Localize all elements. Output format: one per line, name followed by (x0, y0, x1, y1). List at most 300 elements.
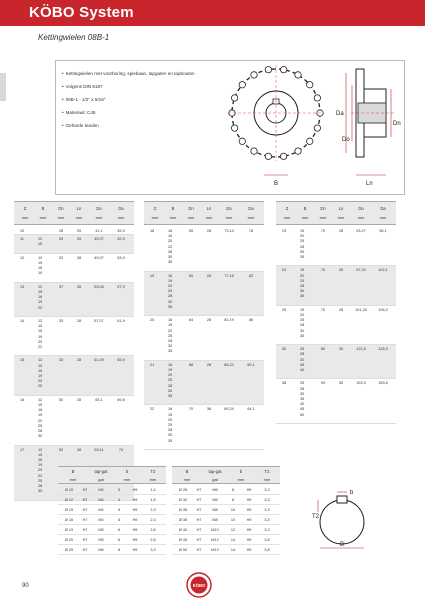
sprocket-tooth (295, 72, 301, 78)
small-column-header: T2 (264, 469, 270, 474)
column-unit: mm (117, 215, 125, 220)
column-header: Ln (206, 206, 212, 211)
small-table-cell: M4 (98, 498, 104, 502)
table-cell: 106,2 (378, 307, 388, 312)
small-table-cell: Ø 20 (64, 538, 74, 542)
small-table-cell: 8 (231, 498, 235, 502)
table-cell: 61,9 (117, 319, 125, 323)
small-table-cell: H7 (196, 488, 202, 492)
small-column-header: b (239, 469, 243, 474)
column-header: Ln (76, 206, 82, 211)
small-table-cell: 8 (231, 488, 235, 492)
sprocket-tooth (265, 66, 271, 72)
dim-ln-label: Ln (366, 181, 373, 187)
z-values: 24 (282, 268, 287, 273)
small-table-cell: 3,3 (264, 518, 270, 522)
small-table-cell: M8 (212, 518, 218, 522)
sprocket-tooth (295, 148, 301, 154)
small-table-cell: M6 (212, 488, 218, 492)
table-cell: 61,09 (94, 358, 104, 363)
table-cell: 38 (206, 407, 212, 412)
small-table-cell: Ø 16 (64, 518, 74, 522)
small-table-cell: Ø 38 (178, 518, 188, 522)
small-column-unit: mm (69, 477, 77, 482)
small-table-cell: H9 (132, 548, 138, 552)
column-header: Ln (338, 206, 344, 211)
small-table-cell: 3,3 (150, 548, 156, 552)
table-row (144, 272, 264, 317)
sprocket-tooth (265, 153, 271, 159)
table-cell: 74 (118, 447, 124, 452)
table-cell: 70 (188, 407, 194, 412)
small-table-cell: M5 (98, 528, 104, 532)
small-table-cell: M6 (212, 498, 218, 502)
table-row (276, 266, 396, 305)
small-table-cell: 3,3 (264, 488, 270, 492)
column-unit: mm (225, 215, 233, 220)
small-table-cell: H7 (82, 548, 88, 552)
small-table-cell: Ø 19 (64, 528, 74, 532)
sprocket-side-view (351, 69, 394, 157)
bore-values: 19 20 25 28 30 35 (300, 229, 305, 260)
small-table-cell: Ø 40 (178, 528, 188, 532)
bore-values: 12 15 (38, 237, 43, 247)
sprocket-front-view (228, 65, 324, 161)
table-cell: 35 (338, 381, 344, 386)
page-number: 90 (22, 583, 29, 589)
table-cell: 29 (58, 237, 64, 242)
small-column-unit: mm (149, 477, 157, 482)
bore-values: 12 15 16 19 20 22 (38, 319, 43, 350)
z-values: 25 (282, 307, 287, 312)
small-table-cell: H9 (246, 498, 252, 502)
column-header: B (41, 206, 45, 211)
small-table-cell: H7 (196, 508, 202, 512)
table-row (14, 254, 134, 283)
column-unit: mm (379, 215, 387, 220)
small-table-cell: M12 (211, 538, 219, 542)
small-table-cell: Ø 15 (64, 508, 74, 512)
small-table-cell: M6 (98, 548, 104, 552)
z-values: 38 (282, 381, 287, 386)
table-cell: 70 (320, 268, 326, 273)
table-cell: 28 (206, 229, 212, 233)
small-table-cell: 8 (117, 548, 121, 552)
small-table-cell: 14 (230, 538, 236, 542)
small-table-cell: H7 (196, 518, 202, 522)
small-table-row (58, 486, 166, 495)
table-cell: 153,9 (356, 381, 366, 386)
table-cell: 57,07 (94, 319, 104, 323)
bore-values: 16 19 20 25 28 30 35 (168, 407, 173, 443)
small-column-header: tap-gat (208, 469, 222, 474)
column-header: Da (248, 206, 254, 211)
side-tab-marker (0, 73, 6, 101)
table-cell: 64 (188, 318, 194, 323)
small-table-cell: H7 (82, 538, 88, 542)
table-cell: 73,14 (224, 229, 234, 233)
small-table-row (58, 546, 166, 555)
small-table-cell: 12 (230, 528, 236, 532)
small-table-cell: H9 (246, 488, 252, 492)
small-table-cell: H7 (82, 498, 88, 502)
table-cell: 93,27 (356, 229, 366, 233)
small-column-unit: mm (123, 477, 131, 482)
table-cell: 60 (188, 273, 194, 278)
table-cell: 77,16 (224, 273, 234, 278)
column-unit: mm (205, 215, 213, 220)
table-cell: 97,29 (356, 268, 366, 273)
table-cell: 53,06 (94, 284, 104, 289)
table-cell: 69,8 (117, 397, 125, 402)
table-cell: 82 (248, 273, 254, 278)
small-table-cell: Ø 35 (178, 508, 188, 512)
z-values: 10 (20, 229, 25, 233)
small-column-header: B (71, 469, 75, 474)
bore-values: 12 15 16 19 20 25 28 30 (38, 397, 43, 439)
column-unit: mm (21, 215, 29, 220)
small-table-cell: 3,3 (264, 528, 270, 532)
z-values: 17 (20, 447, 25, 452)
small-table-cell: 2,8 (150, 538, 156, 542)
table-cell: 85,22 (224, 362, 234, 367)
small-table-row (58, 526, 166, 535)
bore-values: 16 19 20 25 28 30 35 (168, 273, 173, 309)
column-header: Do (358, 206, 364, 211)
small-table-cell: 5 (117, 508, 121, 512)
table-cell: 28 (338, 229, 344, 233)
small-table-cell: H7 (82, 518, 88, 522)
table-row (14, 356, 134, 395)
dim-da-label: Da (336, 111, 344, 117)
small-table-header (58, 466, 166, 484)
small-table-header (172, 466, 280, 484)
small-table-cell: 14 (230, 548, 236, 552)
column-unit: mm (169, 215, 177, 220)
feature-item: • Volgens DIN 8187 (62, 84, 212, 90)
small-column-header: tap-gat (94, 469, 108, 474)
small-table-cell: H7 (82, 508, 88, 512)
small-table-cell: 2,3 (150, 518, 156, 522)
table-row (276, 306, 396, 345)
small-table-cell: Ø 28 (178, 488, 188, 492)
table-cell: 33 (58, 358, 64, 363)
page-title: KÖBO System (29, 4, 134, 21)
small-table-cell: 1,4 (150, 488, 156, 492)
small-column-unit: mm (237, 477, 245, 482)
column-unit: mm (187, 215, 195, 220)
table-cell: 28 (76, 255, 82, 260)
small-table-cell: H7 (196, 548, 202, 552)
column-header: B (171, 206, 175, 211)
column-unit: mm (319, 215, 327, 220)
table-cell: 57,9 (117, 284, 125, 289)
sprocket-tooth (307, 82, 313, 88)
small-table-cell: 5 (117, 518, 121, 522)
z-values: 20 (150, 318, 155, 323)
table-cell: 28 (76, 284, 82, 289)
table-header (276, 201, 396, 225)
bore-values: 25 28 30 35 40 45 50 (300, 381, 305, 417)
column-header: Da (118, 206, 124, 211)
column-header: Dn (58, 206, 64, 211)
table-cell: 90 (320, 381, 326, 386)
sprocket-drawing (196, 63, 406, 193)
z-values: 11 (20, 237, 24, 242)
small-table-cell: 6 (117, 538, 121, 542)
table-cell: 28 (338, 307, 344, 312)
table-cell: 159,6 (378, 381, 388, 386)
column-unit: mm (301, 215, 309, 220)
sprocket-tooth (280, 66, 286, 72)
table-row (276, 379, 396, 424)
bore-values: 12 15 16 19 (38, 255, 43, 276)
table-header (144, 201, 264, 225)
dim-b-label: B (274, 181, 279, 187)
small-column-unit: mm (263, 477, 271, 482)
small-table-row (58, 506, 166, 515)
small-table-cell: H9 (246, 548, 252, 552)
table-cell: 70 (320, 229, 326, 233)
column-unit: mm (357, 215, 365, 220)
sprocket-tooth (231, 95, 237, 101)
sprocket-tooth (280, 153, 286, 159)
table-cell: 28 (206, 318, 212, 323)
table-cell: 41,1 (95, 229, 103, 233)
dim-do-label: Do (342, 137, 350, 143)
table-cell: 49,9 (117, 237, 125, 242)
small-table-cell: H9 (246, 538, 252, 542)
small-table-row (58, 516, 166, 525)
small-table-cell: M10 (211, 528, 219, 532)
z-values: 22 (150, 407, 155, 412)
keyway-t2-label: T2 (312, 514, 320, 520)
bore-table-left (58, 466, 168, 566)
small-table-cell: 3,8 (264, 538, 270, 542)
table-cell: 50 (58, 397, 64, 402)
z-values: 14 (20, 319, 25, 323)
table-cell: 25 (76, 229, 82, 233)
table-cell: 65,1 (95, 397, 103, 402)
small-table-cell: 4 (117, 498, 121, 502)
table-cell: 28 (76, 397, 82, 402)
sprocket-tooth (314, 95, 320, 101)
table-header (14, 201, 134, 225)
table-cell: 65,9 (117, 358, 125, 363)
small-table-cell: Ø 50 (178, 548, 188, 552)
sprocket-tooth (231, 125, 237, 131)
table-row (144, 227, 264, 272)
table-cell: 28 (58, 229, 64, 233)
table-cell: 28 (338, 268, 344, 273)
sprocket-tooth (251, 148, 257, 154)
table-row (14, 235, 134, 254)
table-row (144, 361, 264, 406)
bore-values: 25 28 30 35 40 (300, 347, 305, 372)
column-header: Z (23, 206, 27, 211)
small-table-cell: H7 (196, 538, 202, 542)
header-bar (0, 0, 425, 26)
column-header: Dn (320, 206, 326, 211)
table-cell: 53,9 (117, 255, 125, 260)
table-cell: 70 (320, 307, 326, 312)
small-table-row (172, 496, 280, 505)
column-unit: mm (57, 215, 65, 220)
table-row (144, 405, 264, 450)
small-table-cell: M4 (98, 508, 104, 512)
table-cell: 28 (76, 319, 82, 323)
table-cell: 126,3 (378, 347, 388, 352)
spec-table-3 (276, 201, 396, 461)
table-cell: 90,1 (247, 362, 255, 367)
column-unit: mm (283, 215, 291, 220)
table-cell: 45,9 (117, 229, 125, 233)
feature-item: • Materiaal: C45 (62, 110, 212, 116)
table-cell: 102,1 (378, 268, 388, 273)
bore-values: 19 20 25 28 30 35 (300, 268, 305, 299)
table-cell: 28 (76, 447, 82, 452)
column-header: Do (96, 206, 102, 211)
small-table-cell: H9 (246, 528, 252, 532)
small-table-cell: 2,3 (150, 508, 156, 512)
table-cell: 94,1 (247, 407, 255, 412)
bore-values: 19 20 25 28 30 35 (300, 307, 305, 338)
small-table-cell: Ø 25 (64, 548, 74, 552)
column-header: B (303, 206, 307, 211)
z-values: 18 (150, 229, 155, 233)
table-row (14, 317, 134, 356)
table-cell: 101,33 (355, 307, 367, 312)
bore-values: 12 15 16 19 20 25 (38, 358, 43, 389)
z-values: 30 (282, 347, 287, 352)
column-header: Da (380, 206, 386, 211)
bore-table-right (172, 466, 282, 566)
small-table-cell: H9 (132, 508, 138, 512)
sprocket-tooth (251, 72, 257, 78)
table-cell: 98,1 (379, 229, 387, 233)
small-table-cell: 3,3 (264, 498, 270, 502)
feature-item: • Kettingwielen met voorboring, spiebaan, tapgaten en tapbouten (62, 71, 212, 77)
small-column-header: b (125, 469, 129, 474)
bore-values: 12 15 16 19 20 22 25 28 30 (38, 447, 43, 494)
small-table-cell: 3 (117, 488, 121, 492)
table-cell: 28 (76, 358, 82, 363)
table-row (276, 345, 396, 379)
small-table-cell: H9 (132, 498, 138, 502)
small-table-row (58, 536, 166, 545)
keyway-drawing (312, 486, 372, 552)
kobo-logo (186, 572, 212, 598)
small-table-row (58, 496, 166, 505)
logo-text: KÖBO (192, 583, 206, 588)
keyway-b-label: b (350, 490, 354, 496)
table-row (14, 283, 134, 317)
feature-item: • 08B-1 - 1/2" x 5/16" (62, 97, 212, 103)
small-table-cell: Ø 10 (64, 488, 74, 492)
column-header: Z (153, 206, 157, 211)
small-table-row (172, 506, 280, 515)
table-cell: 89,24 (224, 407, 234, 412)
table-cell: 33 (58, 255, 64, 260)
small-table-cell: Ø 12 (64, 498, 74, 502)
small-table-cell: M4 (98, 488, 104, 492)
small-table-cell: 1,8 (150, 498, 156, 502)
small-table-cell: H9 (246, 518, 252, 522)
table-cell: 68 (188, 362, 194, 367)
small-column-header: T2 (150, 469, 156, 474)
small-table-cell: H7 (196, 498, 202, 502)
small-table-cell: H7 (196, 528, 202, 532)
small-column-header: B (185, 469, 189, 474)
table-cell: 86 (248, 318, 254, 323)
small-table-cell: Ø 30 (178, 498, 188, 502)
sprocket-tooth (307, 138, 313, 144)
small-table-row (172, 516, 280, 525)
bore-values: 16 19 20 25 28 30 35 (168, 318, 173, 354)
small-table-row (172, 536, 280, 545)
z-values: 12 (20, 255, 25, 260)
small-table-cell: H9 (132, 538, 138, 542)
small-table-cell: 3,3 (264, 508, 270, 512)
small-column-unit: mm (183, 477, 191, 482)
small-table-cell: M12 (211, 548, 219, 552)
small-table-cell: 3,8 (264, 548, 270, 552)
keyway-B-label: B (340, 542, 345, 548)
table-row (14, 396, 134, 446)
table-cell: 81,19 (224, 318, 234, 323)
dim-dn-label: Dn (393, 121, 401, 127)
sprocket-tooth (314, 125, 320, 131)
bore-values: 12 15 16 19 20 (38, 284, 43, 310)
column-header: Dn (188, 206, 194, 211)
table-cell: 28 (206, 273, 212, 278)
table-cell: 55 (188, 229, 194, 233)
column-unit: mm (337, 215, 345, 220)
sprocket-tooth (239, 82, 245, 88)
small-table-cell: M5 (98, 538, 104, 542)
small-table-cell: H7 (82, 528, 88, 532)
table-cell: 25 (76, 237, 82, 242)
small-table-row (172, 546, 280, 555)
small-column-unit: gat (212, 477, 218, 482)
bore-values: 16 19 20 22 28 30 35 (168, 229, 173, 265)
bore-values: 16 19 20 25 28 30 35 (168, 362, 173, 399)
table-cell: 45,07 (94, 237, 104, 242)
small-table-cell: 2,8 (150, 528, 156, 532)
table-cell: 121,5 (356, 347, 366, 352)
table-cell: 33 (58, 319, 64, 323)
small-table-cell: H9 (132, 518, 138, 522)
table-row (144, 316, 264, 361)
z-values: 21 (150, 362, 155, 367)
z-values: 15 (20, 358, 25, 363)
z-values: 19 (150, 273, 155, 278)
column-unit: mm (39, 215, 47, 220)
table-cell: 37 (58, 284, 64, 289)
small-table-cell: H7 (82, 488, 88, 492)
sprocket-tooth (239, 138, 245, 144)
table-cell: 28 (206, 362, 212, 367)
small-table-cell: 10 (230, 518, 236, 522)
z-values: 16 (20, 397, 25, 402)
z-values: 23 (282, 229, 287, 233)
feature-list (62, 71, 212, 136)
small-table-cell: M8 (212, 508, 218, 512)
column-unit: mm (151, 215, 159, 220)
page-subtitle: Kettingwielen 08B-1 (38, 33, 110, 42)
feature-item: • Geharde tanden (62, 123, 212, 129)
z-values: 13 (20, 284, 25, 289)
